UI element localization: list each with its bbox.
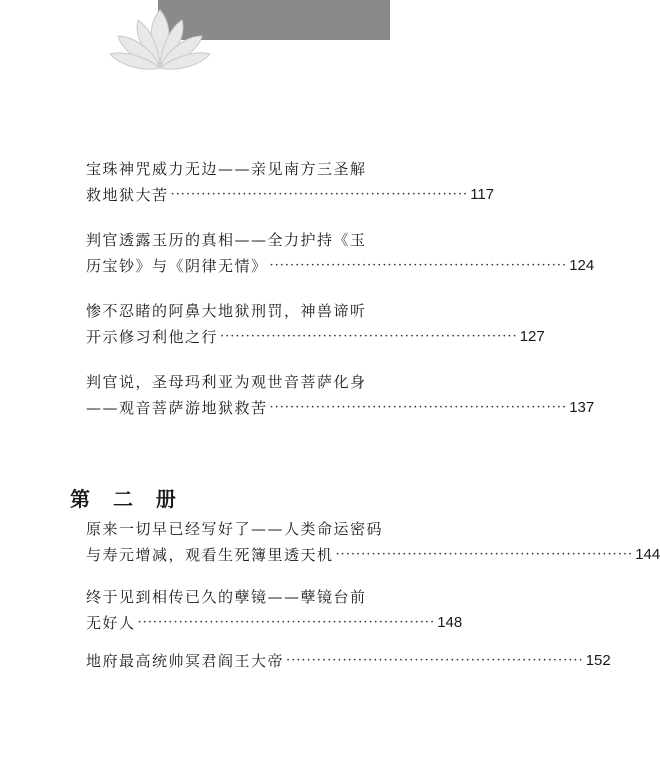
toc-entry-title-line2: 地府最高统帅冥君阎王大帝 xyxy=(86,652,285,670)
toc-entry[interactable] xyxy=(86,369,595,421)
toc-entry-title-line2: 开示修习利他之行 xyxy=(86,328,219,346)
dot-leader: ·························································· xyxy=(269,400,568,415)
toc-entry-title-line1: 判官透露玉历的真相——全力护持《玉 xyxy=(86,231,367,249)
toc-entry-title-line2: 历宝钞》与《阴律无情》 xyxy=(86,257,268,275)
toc-entry[interactable] xyxy=(86,516,660,568)
toc-entry[interactable] xyxy=(86,227,595,279)
toc-page-number: 124 xyxy=(569,257,595,274)
toc-page-number: 144 xyxy=(635,546,660,563)
toc-entry-title-line1: 原来一切早已经写好了——人类命运密码 xyxy=(86,520,384,538)
toc-entry-title-line2: 无好人 xyxy=(86,614,136,632)
toc-page-number: 117 xyxy=(470,186,495,203)
toc-page-number: 137 xyxy=(569,399,595,416)
toc-entry[interactable] xyxy=(86,584,463,636)
toc-entry[interactable] xyxy=(86,156,495,208)
toc-entry[interactable] xyxy=(86,298,545,350)
dot-leader: ·························································· xyxy=(269,258,568,273)
dot-leader: ·························································· xyxy=(286,653,584,668)
lotus-icon xyxy=(104,2,216,76)
toc-page-number: 148 xyxy=(437,614,463,631)
dot-leader: ·························································· xyxy=(170,187,469,202)
toc-entry-title-line1: 终于见到相传已久的孽镜——孽镜台前 xyxy=(86,588,367,606)
toc-entry-title-line1: 判官说，圣母玛利亚为观世音菩萨化身 xyxy=(86,373,367,391)
dot-leader: ·························································· xyxy=(137,615,436,630)
section-title: 第 二 册 xyxy=(70,487,184,511)
toc-entry-title-line2: 与寿元增减，观看生死簿里透天机 xyxy=(86,546,334,564)
toc-entry-title-line2: 救地狱大苦 xyxy=(86,186,169,204)
toc-entry-title-line1: 宝珠神咒威力无边——亲见南方三圣解 xyxy=(86,160,367,178)
dot-leader: ·························································· xyxy=(220,329,518,344)
toc-page-number: 127 xyxy=(519,328,545,345)
toc-page-number: 152 xyxy=(585,652,611,669)
toc-entry-title-line2: ——观音菩萨游地狱救苦 xyxy=(86,399,268,417)
dot-leader: ·························································· xyxy=(335,547,634,562)
toc-entry-title-line1: 惨不忍睹的阿鼻大地狱刑罚，神兽谛听 xyxy=(86,302,367,320)
toc-entry[interactable] xyxy=(86,648,611,674)
